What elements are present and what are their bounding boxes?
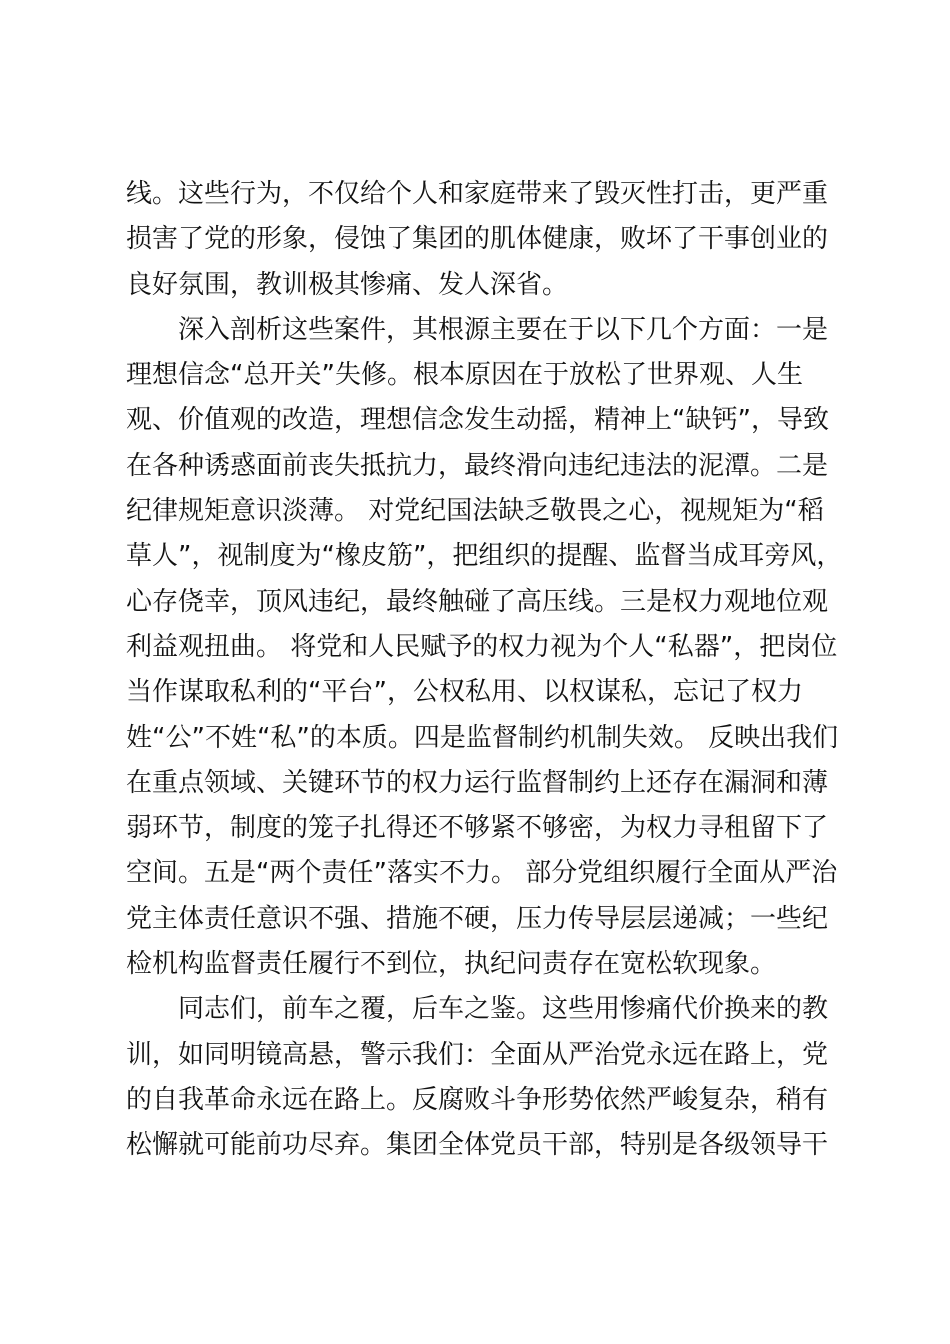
text-line: 弱环节，制度的笼子扎得还不够紧不够密，为权力寻租留下了 [126,813,829,844]
text-line: 深入剖析这些案件，其根源主要在于以下几个方面：一是 [126,314,829,345]
text-line: 同志们，前车之覆，后车之鉴。这些用惨痛代价换来的教 [126,994,829,1025]
text-line: 理想信念“总开关”失修。根本原因在于放松了世界观、人生 [126,360,803,391]
text-line: 心存侥幸，顶风违纪，最终触碰了高压线。三是权力观地位观 [126,586,829,617]
text-line: 良好氛围，教训极其惨痛、发人深省。 [126,269,569,300]
text-line: 当作谋取私利的“平台”，公权私用、以权谋私，忘记了权力 [126,677,803,708]
text-line: 检机构监督责任履行不到位，执纪问责存在宽松软现象。 [126,949,777,980]
text-line: 在各种诱惑面前丧失抵抗力，最终滑向违纪违法的泥潭。二是 [126,450,829,481]
text-line: 姓“公”不姓“私”的本质。四是监督制约机制失效。 反映出我们 [126,722,839,753]
text-line: 草人”，视制度为“橡皮筋”，把组织的提醒、监督当成耳旁风， [126,541,843,572]
text-line: 的自我革命永远在路上。反腐败斗争形势依然严峻复杂，稍有 [126,1084,829,1115]
text-line: 训，如同明镜高悬，警示我们：全面从严治党永远在路上，党 [126,1039,829,1070]
text-line: 观、价值观的改造，理想信念发生动摇，精神上“缺钙”，导致 [126,405,829,436]
text-line: 党主体责任意识不强、措施不硬，压力传导层层递减；一些纪 [126,903,829,934]
text-line: 在重点领域、关键环节的权力运行监督制约上还存在漏洞和薄 [126,767,829,798]
text-line: 利益观扭曲。 将党和人民赋予的权力视为个人“私器”，把岗位 [126,631,838,662]
text-line: 松懈就可能前功尽弃。集团全体党员干部，特别是各级领导干 [126,1130,829,1161]
text-line: 损害了党的形象，侵蚀了集团的肌体健康，败坏了干事创业的 [126,224,829,255]
body-text [126,172,846,1169]
text-line: 纪律规矩意识淡薄。 对党纪国法缺乏敬畏之心，视规矩为“稻 [126,496,824,527]
text-line: 空间。五是“两个责任”落实不力。 部分党组织履行全面从严治 [126,858,838,889]
text-line: 线。这些行为，不仅给个人和家庭带来了毁灭性打击，更严重 [126,179,829,209]
